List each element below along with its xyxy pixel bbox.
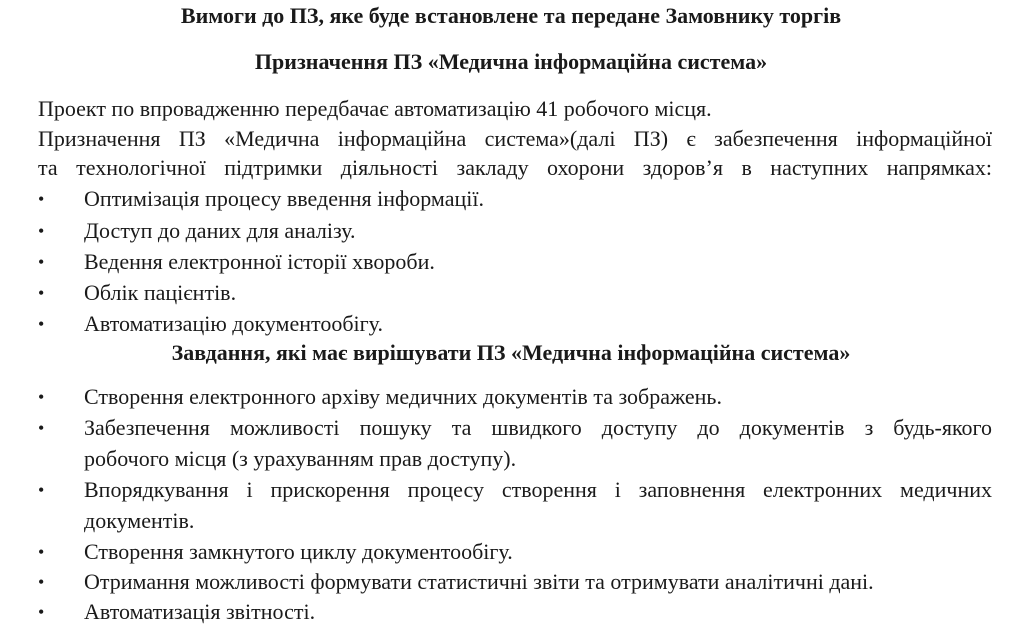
list-item-text: Отримання можливості формувати статистичні звіти та отримувати аналітичні дані.	[84, 569, 874, 594]
list-item-text-continued: робочого місця (з урахуванням прав доступу).	[84, 446, 517, 471]
bullet: •	[38, 189, 45, 209]
list-item-text: Автоматизація звітності.	[84, 599, 316, 624]
list-item-text: Облік пацієнтів.	[84, 280, 237, 305]
intro-line-3: та технологічної підтримки діяльності закладу охорони здоров’я в наступних напрямках:	[38, 155, 992, 180]
list-item-text: Оптимізація процесу введення інформації.	[84, 186, 484, 211]
list-item-text: Створення замкнутого циклу документообігу.	[84, 539, 513, 564]
list-item-text-continued: документів.	[84, 508, 195, 533]
bullet: •	[38, 542, 45, 562]
bullet: •	[38, 283, 45, 303]
document-title: Вимоги до ПЗ, яке буде встановлене та передане Замовнику торгів	[180, 3, 842, 28]
list-item-text: Створення електронного архіву медичних документів та зображень.	[84, 384, 722, 409]
intro-line-2: Призначення ПЗ «Медична інформаційна система»(далі ПЗ) є забезпечення інформаційної	[38, 126, 992, 151]
list-item-text: Впорядкування і прискорення процесу створення і заповнення електронних медичних	[84, 477, 992, 502]
bullet: •	[38, 221, 45, 241]
list-item-text: Автоматизацію документообігу.	[84, 311, 383, 336]
bullet: •	[38, 480, 45, 500]
intro-line-1: Проект по впровадженню передбачає автоматизацію 41 робочого місця.	[38, 96, 712, 121]
bullet: •	[38, 314, 45, 334]
bullet: •	[38, 572, 45, 592]
bullet: •	[38, 387, 45, 407]
bullet: •	[38, 602, 45, 622]
bullet: •	[38, 418, 45, 438]
list-item-text: Забезпечення можливості пошуку та швидкого доступу до документів з будь-якого	[84, 415, 992, 440]
list-item-text: Доступ до даних для аналізу.	[84, 218, 356, 243]
list-item-text: Ведення електронної історії хвороби.	[84, 249, 435, 274]
purpose-heading: Призначення ПЗ «Медична інформаційна система»	[254, 49, 768, 74]
tasks-heading: Завдання, які має вирішувати ПЗ «Медична інформаційна система»	[171, 340, 851, 365]
bullet: •	[38, 252, 45, 272]
